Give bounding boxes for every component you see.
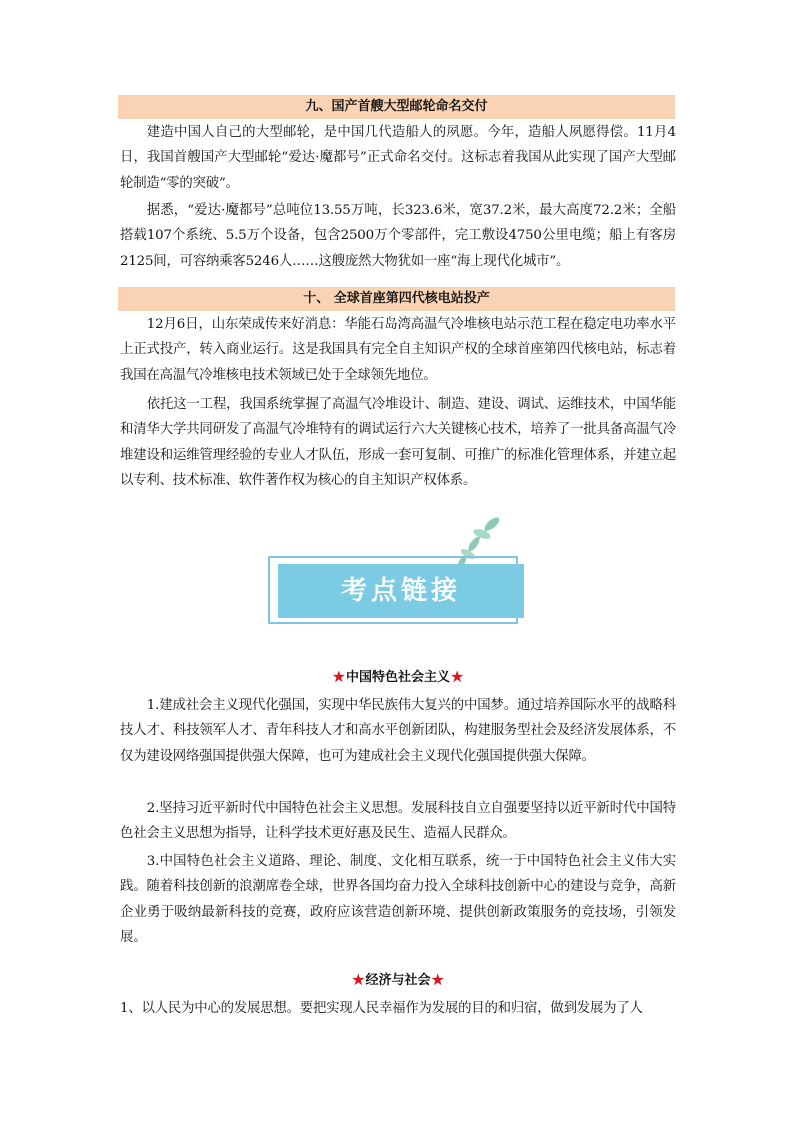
star-icon: ★ <box>430 970 445 989</box>
topic-heading-1 <box>120 667 676 688</box>
section-heading-10: 十、 全球首座第四代核电站投产 <box>118 287 675 311</box>
section-9-paragraph-1: 建造中国人自己的大型邮轮，是中国几代造船人的夙愿。今年，造船人夙愿得偿。11月4日，我国首艘国产大型邮轮“爱达·魔都号”正式命名交付。这标志着我国从此实现了国产大型邮轮制造“零的突破”。 <box>120 125 676 191</box>
section-10-paragraph-2: 依托这一工程，我国系统掌握了高温气冷堆设计、制造、建设、调试、运维技术，中国华能和清华大学共同研发了高温气冷堆特有的调试运行六大关键核心技术，培养了一批具备高温气冷堆建设和运维管理经验的专业人才队伍，形成一套可复制、可推广的标准化管理体系，并建立起以专利、技术标准、软件著作权为核心的自主知识产权体系。 <box>120 397 676 488</box>
star-icon: ★ <box>331 667 346 686</box>
section-heading-9: 九、国产首艘大型邮轮命名交付 <box>118 95 675 119</box>
topic-1-title: 中国特色社会主义 <box>345 670 450 685</box>
topic-2-paragraph-1: 1、以人民为中心的发展思想。要把实现人民幸福作为发展的目的和归宿，做到发展为了人 <box>120 1001 643 1016</box>
topic-1-paragraph-2: 2.坚持习近平新时代中国特色社会主义思想。发展科技自立自强要坚持以近平新时代中国特色社会主义思想为指导，让科学技术更好惠及民生、造福人民群众。 <box>120 801 676 842</box>
section-9-paragraph-2: 据悉，“爱达·魔都号”总吨位13.55万吨，长323.6米，宽37.2米，最大高度72.2米；全船搭载107个系统、5.5万个设备，包含2500万个零部件，完工敷设4750公里电缆；船上有客房2125间，可容纳乘客5246人……这艘庞然大物犹如一座“海上现代化城市”。 <box>120 203 676 269</box>
star-icon: ★ <box>450 667 465 686</box>
star-icon: ★ <box>351 970 366 989</box>
topic-1-paragraph-1: 1.建成社会主义现代化强国，实现中华民族伟大复兴的中国梦。通过培养国际水平的战略科技人才、科技领军人才、青年科技人才和高水平创新团队，构建服务型社会及经济发展体系，不仅为建设网络强国提供强大保障，也可为建成社会主义现代化强国提供强大保障。 <box>120 698 676 764</box>
banner-title: 考点链接 <box>340 576 461 606</box>
kaodian-banner <box>268 514 524 624</box>
section-10-paragraph-1: 12月6日，山东荣成传来好消息：华能石岛湾高温气冷堆核电站示范工程在稳定电功率水平上正式投产，转入商业运行。这是我国具有完全自主知识产权的全球首座第四代核电站，标志着我国在高温气冷堆核电技术领域已处于全球领先地位。 <box>120 317 676 383</box>
topic-heading-2 <box>120 970 676 991</box>
topic-1-paragraph-3: 3.中国特色社会主义道路、理论、制度、文化相互联系，统一于中国特色社会主义伟大实践。随着科技创新的浪潮席卷全球，世界各国均奋力投入全球科技创新中心的建设与竞争，高新企业勇于吸纳最新科技的竞赛，政府应该营造创新环境、提供创新政策服务的竞技场，引领发展。 <box>120 854 676 945</box>
topic-2-title: 经济与社会 <box>365 973 431 988</box>
